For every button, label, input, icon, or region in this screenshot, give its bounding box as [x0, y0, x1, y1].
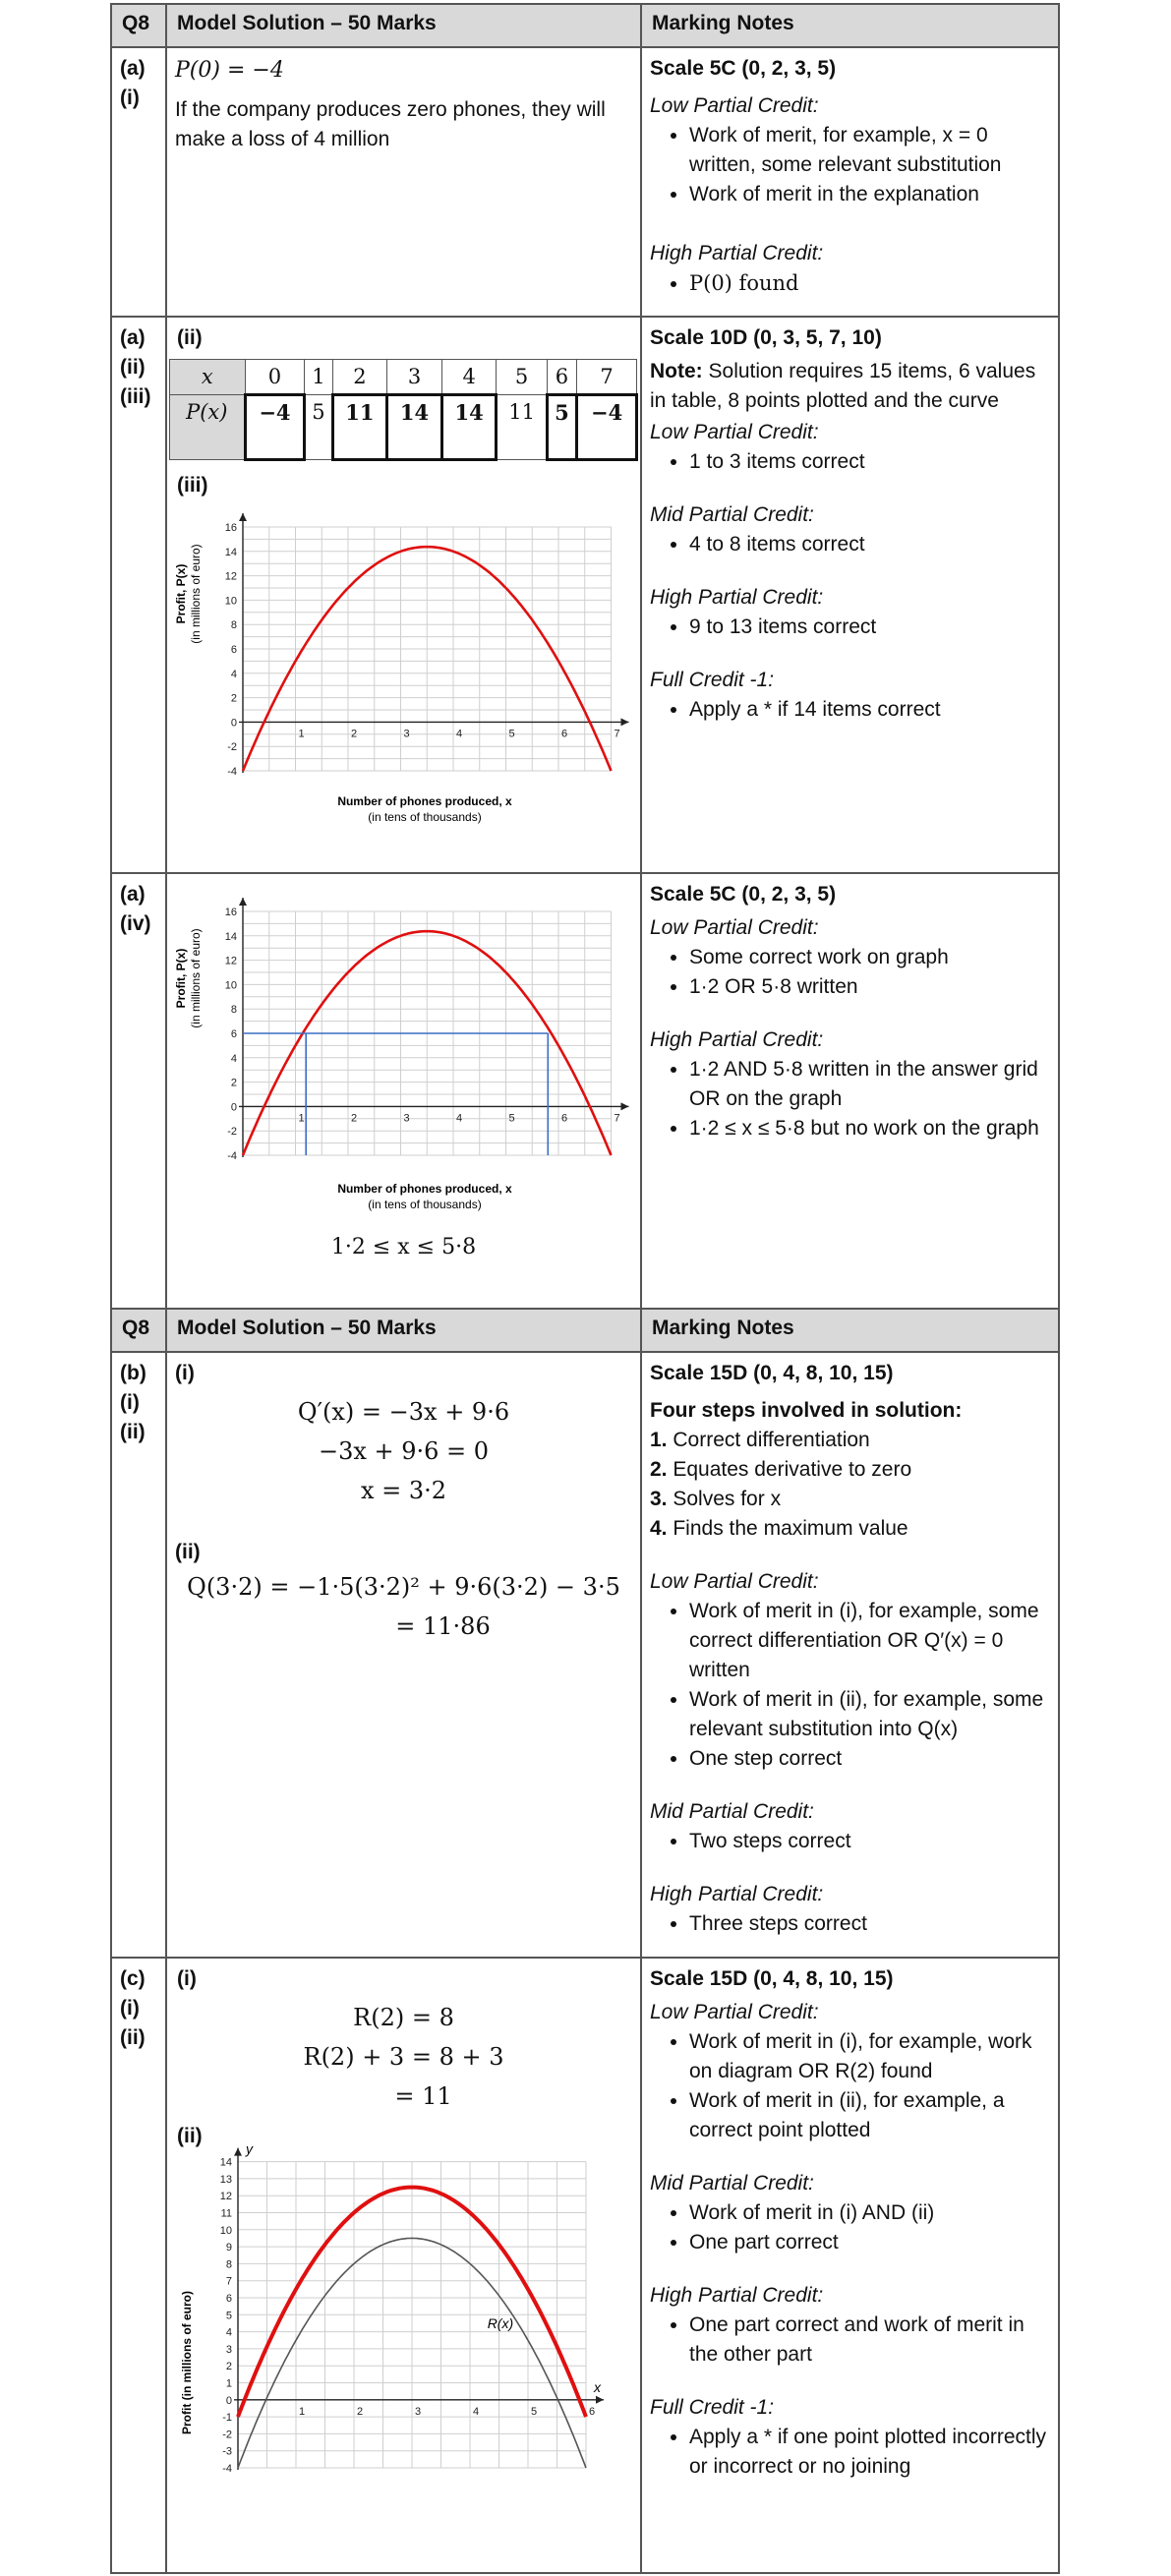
list-item: • Work of merit in (i), for example, work on diagram OR R(2) found [689, 2027, 1050, 2086]
y-tick-label: 4 [230, 1052, 237, 1065]
table-cell: 5 [497, 360, 547, 395]
low-title: Low Partial Credit: [650, 94, 819, 117]
list-item: • 9 to 13 items correct [689, 613, 1050, 642]
table-cell-answer: 14 [387, 395, 442, 460]
y-axis-sublabel: (in millions of euro) [189, 544, 203, 644]
equation-line: −3x + 9·6 = 0 [318, 1437, 490, 1465]
table-cell: 3 [387, 360, 442, 395]
part-label [111, 317, 166, 873]
mid-title: Mid Partial Credit: [650, 1800, 814, 1823]
table-row [170, 360, 637, 395]
list-item: • Three steps correct [689, 1909, 1050, 1939]
label-iv: (iv) [120, 912, 151, 935]
y-tick-label: 16 [224, 522, 237, 534]
high-title: High Partial Credit: [650, 586, 824, 609]
mid-list [650, 530, 1050, 559]
label-iii: (iii) [120, 385, 151, 408]
x-tick-label: 5 [531, 2405, 538, 2418]
x-tick-label: 6 [561, 728, 568, 740]
part-label [111, 1958, 166, 2573]
x-tick-label: 4 [456, 1112, 463, 1125]
part-label [111, 47, 166, 317]
y-axis-name: y [246, 2140, 253, 2157]
list-item: • 4 to 8 items correct [689, 530, 1050, 559]
low-list [650, 1597, 1050, 1774]
x-tick-label: 2 [357, 2405, 364, 2418]
list-item: • One part correct [689, 2228, 1050, 2257]
list-item: • One step correct [689, 1744, 1050, 1774]
list-item: • 1·2 OR 5·8 written [689, 972, 1050, 1002]
y-tick-label: -4 [227, 766, 237, 778]
table-cell: 6 [547, 360, 576, 395]
marking-scheme-table-2 [110, 1308, 1060, 2574]
label-b: (b) [120, 1362, 146, 1384]
step-text: Finds the maximum value [673, 1517, 908, 1540]
x-axis-sublabel: (in tens of thousands) [368, 810, 482, 824]
list-item: • Work of merit in (i), for example, some correct differentiation OR Q′(x) = 0 written [689, 1597, 1050, 1685]
y-tick-label: 10 [224, 595, 237, 608]
y-axis-label: Profit, P(x) [174, 563, 188, 624]
r2-equations [169, 1998, 638, 2116]
note-text: Solution requires 15 items, 6 values in table, 8 points plotted and the curve [650, 360, 1036, 412]
high-list [650, 1055, 1050, 1143]
y-tick-label: -2 [222, 2429, 232, 2441]
x-axis-arrow [621, 718, 629, 726]
notes-cell [641, 1352, 1059, 1958]
notes-header: Marking Notes [641, 4, 1059, 47]
solution-cell [166, 1352, 641, 1958]
y-tick-label: 14 [224, 930, 237, 943]
x-axis-label: Number of phones produced, x [337, 1182, 512, 1196]
x-tick-label: 1 [298, 728, 305, 740]
list-item: • 1 to 3 items correct [689, 447, 1050, 477]
x-axis-sublabel: (in tens of thousands) [368, 1198, 482, 1211]
low-list [650, 943, 1050, 1002]
r-curve-label: R(x) [487, 2315, 514, 2332]
profit-graph-iii [169, 500, 621, 825]
y-axis-arrow [239, 898, 247, 906]
x-tick-label: 5 [508, 728, 515, 740]
low-title: Low Partial Credit: [650, 916, 819, 939]
table-x-label: x [170, 360, 246, 395]
y-tick-label: 9 [225, 2242, 232, 2254]
list-item: • Work of merit in (i) AND (ii) [689, 2198, 1050, 2228]
sub-label-i: (i) [177, 1967, 197, 1990]
notes-cell [641, 317, 1059, 873]
y-tick-label: 11 [220, 2207, 232, 2220]
mid-list [650, 1827, 1050, 1856]
x-tick-label: 3 [415, 2405, 422, 2418]
equation-line: Q(3·2) = −1·5(3·2)² + 9·6(3·2) − 3·5 [187, 1573, 620, 1601]
table-row [170, 395, 637, 460]
low-title: Low Partial Credit: [650, 421, 819, 443]
y-tick-label: 6 [230, 1028, 237, 1040]
scale-label: Scale 5C (0, 2, 3, 5) [650, 57, 837, 80]
row-a-i [111, 47, 1059, 317]
list-item: • Two steps correct [689, 1827, 1050, 1856]
sub-label-ii: (ii) [175, 1541, 201, 1563]
table-cell: 7 [577, 360, 637, 395]
table-header [111, 4, 1059, 47]
label-ii: (ii) [120, 2026, 146, 2049]
label-a: (a) [120, 326, 146, 349]
table-cell: 4 [441, 360, 497, 395]
equation-line: Q′(x) = −3x + 9·6 [297, 1398, 510, 1426]
explanation-text: If the company produces zero phones, they will make a loss of 4 million [175, 98, 606, 150]
y-tick-label: 2 [230, 692, 237, 705]
low-title: Low Partial Credit: [650, 1570, 819, 1593]
y-tick-label: -3 [222, 2445, 232, 2458]
full-list [650, 2423, 1050, 2482]
scale-label: Scale 15D (0, 4, 8, 10, 15) [650, 1967, 894, 1990]
x-tick-label: 5 [508, 1112, 515, 1125]
scale-label: Scale 10D (0, 3, 5, 7, 10) [650, 326, 882, 349]
x-tick-label: 6 [589, 2405, 596, 2418]
step-number: 3. [650, 1488, 668, 1510]
step-item [650, 1455, 1050, 1485]
mid-title: Mid Partial Credit: [650, 503, 814, 526]
x-tick-label: 1 [299, 2405, 306, 2418]
y-tick-label: 12 [224, 570, 237, 583]
label-i: (i) [120, 1391, 140, 1414]
x-tick-label: 2 [351, 1112, 358, 1125]
y-tick-label: 6 [225, 2293, 232, 2305]
y-tick-label: 0 [230, 717, 237, 730]
x-axis-arrow [621, 1102, 629, 1110]
notes-cell [641, 1958, 1059, 2573]
table-p-label: P(x) [170, 395, 246, 460]
y-tick-label: 3 [225, 2343, 232, 2356]
y-tick-label: 4 [230, 668, 237, 680]
list-item: • 1·2 AND 5·8 written in the answer grid OR on the graph [689, 1055, 1050, 1114]
y-tick-label: 6 [230, 644, 237, 656]
y-tick-label: 14 [219, 2156, 232, 2169]
scale-label: Scale 5C (0, 2, 3, 5) [650, 883, 837, 906]
x-axis-label: Number of phones produced, x [337, 794, 512, 808]
label-ii: (ii) [120, 356, 146, 379]
list-item: • 1·2 ≤ x ≤ 5·8 but no work on the graph [689, 1114, 1050, 1143]
row-a-iv [111, 873, 1059, 1312]
y-axis-label: Profit (in millions of euro) [180, 2291, 194, 2434]
solution-cell [166, 873, 641, 1312]
solution-cell [166, 47, 641, 317]
table-cell: 11 [497, 395, 547, 460]
y-tick-label: 8 [230, 619, 237, 632]
row-c [111, 1958, 1059, 2573]
step-item [650, 1514, 1050, 1544]
x-tick-label: 7 [614, 728, 620, 740]
y-tick-label: 14 [224, 546, 237, 558]
inequality-answer: 1·2 ≤ x ≤ 5·8 [330, 1235, 477, 1259]
table-cell-answer: 14 [441, 395, 497, 460]
y-tick-label: 0 [230, 1101, 237, 1114]
label-a: (a) [120, 57, 146, 80]
step-text: Solves for x [673, 1488, 782, 1510]
list-item: • Work of merit in (ii), for example, a correct point plotted [689, 2086, 1050, 2145]
y-tick-label: -4 [227, 1150, 237, 1162]
low-list [650, 447, 1050, 477]
table-cell: 2 [332, 360, 387, 395]
list-item: • Work of merit, for example, x = 0 written, some relevant substitution [689, 121, 1050, 180]
table-cell-answer: −4 [577, 395, 637, 460]
high-list [650, 268, 1050, 298]
y-tick-label: 10 [219, 2224, 232, 2237]
low-list [650, 2027, 1050, 2145]
notes-cell [641, 47, 1059, 317]
notes-header: Marking Notes [641, 1309, 1059, 1352]
high-title: High Partial Credit: [650, 2284, 824, 2307]
sub-label-i: (i) [175, 1362, 195, 1384]
y-tick-label: 2 [230, 1077, 237, 1089]
solution-header: Model Solution – 50 Marks [166, 4, 641, 47]
solution-cell [166, 317, 641, 873]
notes-cell [641, 873, 1059, 1312]
equation-line: R(2) = 8 [353, 2004, 454, 2031]
x-tick-label: 3 [403, 728, 410, 740]
list-item: • Some correct work on graph [689, 943, 1050, 972]
step-number: 1. [650, 1429, 668, 1451]
profit-graph-iv [169, 880, 621, 1214]
note [650, 357, 1050, 416]
step-text: Equates derivative to zero [673, 1458, 912, 1481]
x-tick-label: 6 [561, 1112, 568, 1125]
y-axis-sublabel: (in millions of euro) [189, 928, 203, 1028]
y-axis-arrow [239, 513, 247, 521]
y-tick-label: -2 [227, 741, 237, 754]
high-title: High Partial Credit: [650, 242, 824, 264]
y-tick-label: 12 [219, 2191, 232, 2203]
y-tick-label: 16 [224, 907, 237, 918]
equation-line: R(2) + 3 = 8 + 3 [303, 2043, 504, 2071]
x-axis-arrow [596, 2396, 604, 2404]
mid-title: Mid Partial Credit: [650, 2172, 814, 2195]
high-list [650, 2311, 1050, 2370]
p0-equation: P(0) = −4 [175, 58, 284, 83]
sub-label-ii: (ii) [177, 2125, 203, 2147]
list-item: • Work of merit in (ii), for example, some relevant substitution into Q(x) [689, 1685, 1050, 1744]
y-tick-label: 8 [230, 1004, 237, 1017]
translated-graph [169, 2140, 621, 2476]
note-label: Note: [650, 360, 703, 382]
y-tick-label: 10 [224, 979, 237, 992]
y-tick-label: 13 [219, 2173, 232, 2186]
y-tick-label: 2 [225, 2361, 232, 2373]
label-a: (a) [120, 883, 146, 906]
x-tick-label: 2 [351, 728, 358, 740]
scale-label: Scale 15D (0, 4, 8, 10, 15) [650, 1362, 894, 1384]
step-item [650, 1485, 1050, 1514]
y-tick-label: 7 [225, 2275, 232, 2288]
y-tick-label: 12 [224, 955, 237, 967]
low-title: Low Partial Credit: [650, 2001, 819, 2023]
mid-list [650, 2198, 1050, 2257]
table-cell: 5 [305, 395, 332, 460]
max-value-equations [175, 1567, 632, 1646]
solution-cell [166, 1958, 641, 2573]
equation-line: = 11 [394, 2082, 452, 2110]
q-header: Q8 [111, 4, 166, 47]
y-tick-label: -2 [227, 1126, 237, 1139]
x-tick-label: 1 [298, 1112, 305, 1125]
derivative-equations [175, 1392, 632, 1510]
row-b [111, 1352, 1059, 1958]
x-tick-label: 3 [403, 1112, 410, 1125]
x-tick-label: 4 [456, 728, 463, 740]
x-tick-label: 7 [614, 1112, 620, 1125]
part-label [111, 873, 166, 1312]
high-list [650, 1909, 1050, 1939]
high-title: High Partial Credit: [650, 1028, 824, 1051]
label-ii: (ii) [120, 1421, 146, 1443]
low-list [650, 121, 1050, 209]
step-item [650, 1426, 1050, 1455]
x-tick-label: 4 [473, 2405, 480, 2418]
y-tick-label: 1 [225, 2377, 232, 2390]
table-cell: 0 [245, 360, 305, 395]
list-item: • Work of merit in the explanation [689, 180, 1050, 209]
list-item: • P(0) found [689, 268, 1050, 298]
table-cell-answer: 11 [332, 395, 387, 460]
full-title: Full Credit -1: [650, 2396, 775, 2419]
solution-header: Model Solution – 50 Marks [166, 1309, 641, 1352]
y-tick-label: 4 [225, 2326, 232, 2339]
step-text: Correct differentiation [673, 1429, 870, 1451]
row-a-ii-iii [111, 317, 1059, 873]
sub-label-iii: (iii) [177, 474, 208, 497]
y-tick-label: -4 [222, 2463, 232, 2475]
values-table [169, 359, 638, 461]
table-cell-answer: −4 [245, 395, 305, 460]
y-tick-label: 8 [225, 2258, 232, 2271]
list-item: • One part correct and work of merit in the other part [689, 2311, 1050, 2370]
step-number: 4. [650, 1517, 668, 1540]
y-tick-label: 0 [225, 2394, 232, 2407]
q-header: Q8 [111, 1309, 166, 1352]
table-cell: 1 [305, 360, 332, 395]
list-item: • Apply a * if 14 items correct [689, 695, 1050, 725]
y-tick-label: -1 [222, 2412, 232, 2425]
x-axis-name: x [594, 2378, 601, 2395]
table-cell-answer: 5 [547, 395, 576, 460]
table-header [111, 1309, 1059, 1352]
equation-line: = 11·86 [395, 1612, 491, 1640]
sub-label-ii: (ii) [177, 326, 203, 349]
label-i: (i) [120, 87, 140, 109]
high-title: High Partial Credit: [650, 1883, 824, 1905]
equation-line: x = 3·2 [360, 1477, 447, 1504]
marking-scheme-table-1 [110, 3, 1060, 1313]
list-item: • Apply a * if one point plotted incorrectly or incorrect or no joining [689, 2423, 1050, 2482]
step-number: 2. [650, 1458, 668, 1481]
y-tick-label: 5 [225, 2310, 232, 2322]
steps-title: Four steps involved in solution: [650, 1399, 963, 1422]
label-c: (c) [120, 1967, 146, 1990]
label-i: (i) [120, 1997, 140, 2020]
full-list [650, 695, 1050, 725]
y-axis-label: Profit, P(x) [174, 948, 188, 1009]
high-list [650, 613, 1050, 642]
part-label [111, 1352, 166, 1958]
full-title: Full Credit -1: [650, 669, 775, 691]
